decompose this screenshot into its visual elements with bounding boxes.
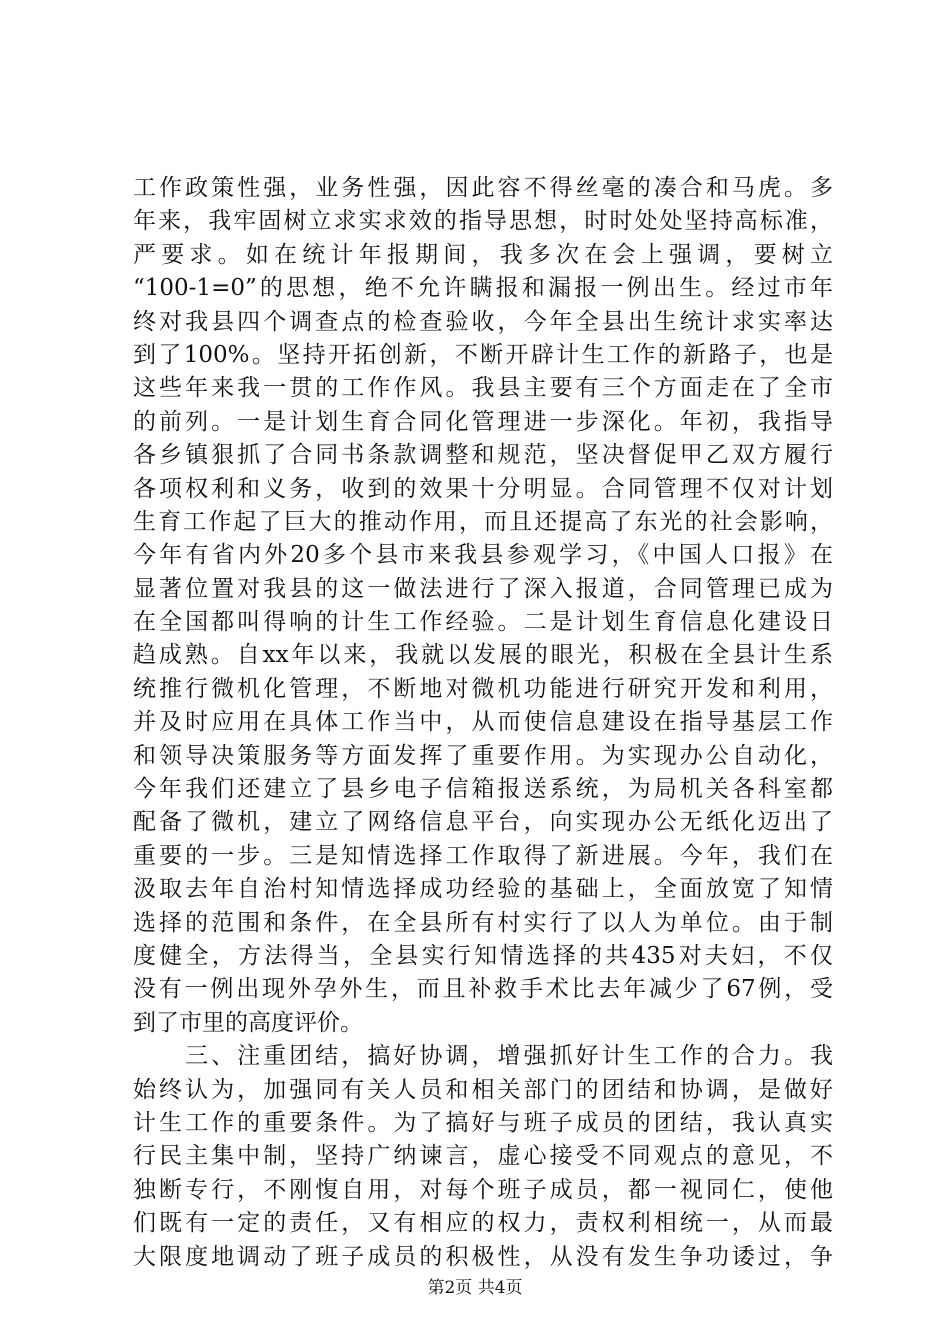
text-line: 今年我们还建立了县乡电子信箱报送系统，为局机关各科室都 <box>133 776 833 803</box>
text-line: 今年有省内外20多个县市来我县参观学习，《中国人口报》在 <box>133 542 833 569</box>
text-line: 在全国都叫得响的计生工作经验。二是计划生育信息化建设日 <box>133 609 833 636</box>
text-line: 始终认为，加强同有关人员和相关部门的团结和协调，是做好 <box>133 1076 833 1103</box>
text-line: 并及时应用在具体工作当中，从而使信息建设在指导基层工作 <box>133 709 833 736</box>
paragraph-end-line: 到了市里的高度评价。 <box>133 1009 363 1036</box>
body-text <box>133 172 833 1274</box>
text-line: 趋成熟。自xx年以来，我就以发展的眼光，积极在全县计生系 <box>133 642 833 669</box>
text-line: 各项权利和义务，收到的效果十分明显。合同管理不仅对计划 <box>133 475 833 502</box>
text-line: 显著位置对我县的这一做法进行了深入报道，合同管理已成为 <box>133 575 833 602</box>
text-line: 统推行微机化管理，不断地对微机功能进行研究开发和利用， <box>133 675 833 702</box>
text-line: 这些年来我一贯的工作作风。我县主要有三个方面走在了全市 <box>133 375 833 402</box>
text-line: 的前列。一是计划生育合同化管理进一步深化。年初，我指导 <box>133 408 833 435</box>
text-line: 严要求。如在统计年报期间，我多次在会上强调，要树立 <box>133 241 833 268</box>
text-line: 配备了微机，建立了网络信息平台，向实现办公无纸化迈出了 <box>133 809 833 836</box>
text-line: 没有一例出现外孕外生，而且补救手术比去年减少了67例，受 <box>133 976 833 1003</box>
text-line: 行民主集中制，坚持广纳谏言，虚心接受不同观点的意见，不 <box>133 1143 833 1170</box>
text-line: 选择的范围和条件，在全县所有村实行了以人为单位。由于制 <box>133 909 833 936</box>
text-line: 重要的一步。三是知情选择工作取得了新进展。今年，我们在 <box>133 842 833 869</box>
text-line: 生育工作起了巨大的推动作用，而且还提高了东光的社会影响， <box>133 508 833 535</box>
section-heading-line: 三、注重团结，搞好协调，增强抓好计生工作的合力。我 <box>133 1043 833 1070</box>
text-line: 计生工作的重要条件。为了搞好与班子成员的团结，我认真实 <box>133 1109 833 1136</box>
text-line: 到了100%。坚持开拓创新，不断开辟计生工作的新路子，也是 <box>133 341 833 368</box>
text-line: 独断专行，不刚愎自用，对每个班子成员，都一视同仁，使他 <box>133 1176 833 1203</box>
text-line: 年来，我牢固树立求实求效的指导思想，时时处处坚持高标准， <box>133 208 833 235</box>
text-line: 各乡镇狠抓了合同书条款调整和规范，坚决督促甲乙双方履行 <box>133 442 833 469</box>
text-line: 度健全，方法得当，全县实行知情选择的共435对夫妇，不仅 <box>133 942 833 969</box>
page-footer: 第2页 共4页 <box>427 1278 523 1298</box>
text-line: “100-1=0”的思想，绝不允许瞒报和漏报一例出生。经过市年 <box>133 275 833 302</box>
text-line: 和领导决策服务等方面发挥了重要作用。为实现办公自动化， <box>133 742 833 769</box>
text-line: 们既有一定的责任，又有相应的权力，责权利相统一，从而最 <box>133 1210 833 1237</box>
text-line: 汲取去年自治村知情选择成功经验的基础上，全面放宽了知情 <box>133 876 833 903</box>
text-line: 终对我县四个调查点的检查验收，今年全县出生统计求实率达 <box>133 308 833 335</box>
text-line: 工作政策性强，业务性强，因此容不得丝毫的凑合和马虎。多 <box>133 175 833 201</box>
text-line: 大限度地调动了班子成员的积极性，从没有发生争功诿过，争 <box>133 1243 833 1270</box>
